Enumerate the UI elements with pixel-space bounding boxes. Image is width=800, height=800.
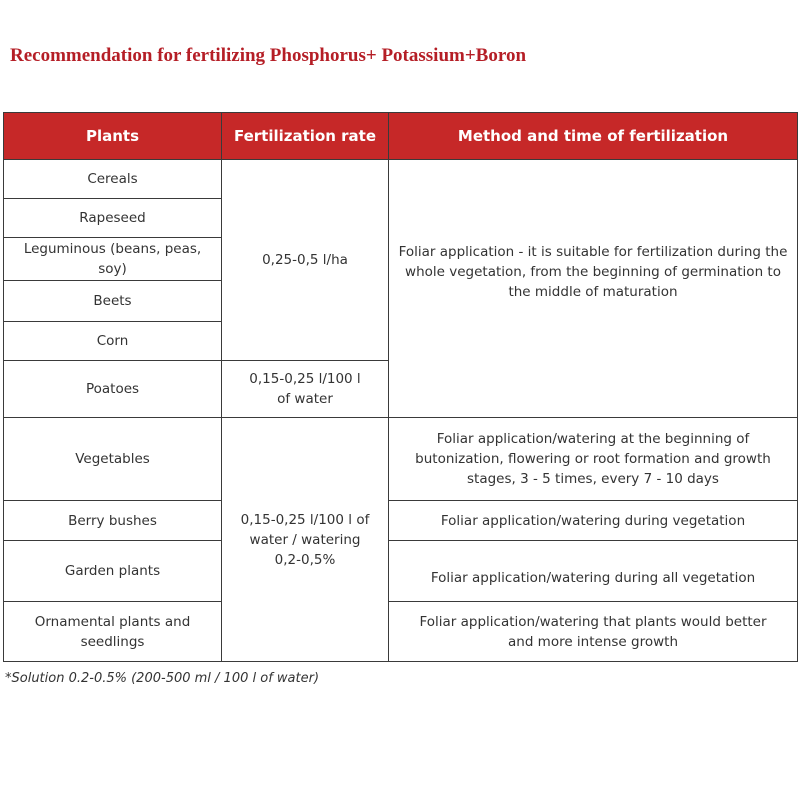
table-row [4,160,798,199]
plant-cell: Berry bushes [4,501,222,541]
rate-cell: 0,25-0,5 l/ha [222,160,389,361]
plant-cell: Ornamental plants and seedlings [4,602,222,662]
header-method-time: Method and time of fertilization [389,113,798,160]
fertilization-table [3,112,798,662]
plant-cell: Vegetables [4,418,222,501]
method-cell: Foliar application/watering at the beginning of butonization, flowering or root formation and growth stages, 3 - 5 times, every 7 - 10 days [389,418,798,501]
header-fertilization-rate: Fertilization rate [222,113,389,160]
method-cell: Foliar application/watering during vegetation [389,501,798,541]
table-header-row [4,113,798,160]
plant-cell: Poatoes [4,361,222,418]
table-row [4,602,798,662]
table-row [4,418,798,501]
page-title: Recommendation for fertilizing Phosphorus+ Potassium+Boron [10,45,527,66]
table-row [4,541,798,602]
rate-cell: 0,15-0,25 l/100 l of water / watering 0,2-0,5% [222,418,389,662]
method-cell: Foliar application - it is suitable for fertilization during the whole vegetation, from the beginning of germination to the middle of maturation [389,160,798,418]
plant-cell: Rapeseed [4,199,222,238]
table-row [4,501,798,541]
plant-cell: Beets [4,281,222,322]
plant-cell: Cereals [4,160,222,199]
plant-cell: Garden plants [4,541,222,602]
plant-cell: Leguminous (beans, peas, soy) [4,238,222,281]
method-cell: Foliar application/watering that plants would better and more intense growth [389,602,798,662]
method-cell: Foliar application/watering during all vegetation [389,541,798,602]
plant-cell: Corn [4,322,222,361]
rate-cell: 0,15-0,25 l/100 l of water [222,361,389,418]
header-plants: Plants [4,113,222,160]
footnote: *Solution 0.2-0.5% (200-500 ml / 100 l of water) [5,671,320,686]
